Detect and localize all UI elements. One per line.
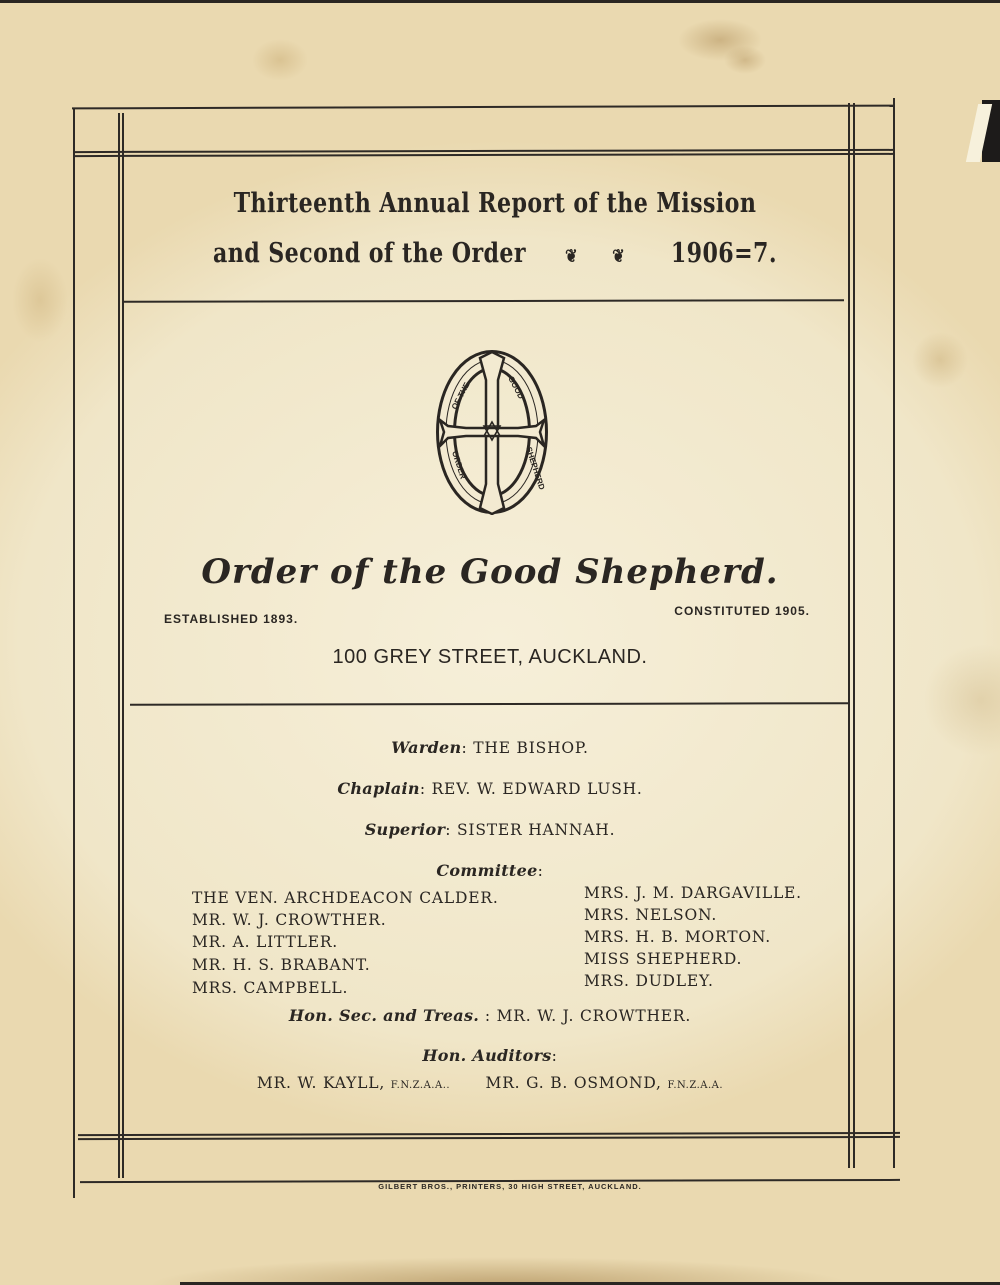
committee-member: MRS. H. B. MORTON. xyxy=(584,928,771,946)
committee-member: MISS SHEPHERD. xyxy=(584,950,743,968)
chaplain-label: Chaplain xyxy=(337,779,420,798)
svg-text:ORDER: ORDER xyxy=(450,449,468,481)
address: 100 GREY STREET, AUCKLAND. xyxy=(332,646,648,668)
border-outer-right xyxy=(893,98,895,1168)
chaplain-value: REV. W. EDWARD LUSH. xyxy=(431,780,643,798)
auditor-qualification: F.N.Z.A.A.. xyxy=(390,1080,451,1091)
scan-edge-top xyxy=(0,0,1000,3)
report-title-line2 xyxy=(212,238,778,269)
border-bottom-double-b xyxy=(78,1136,900,1140)
border-top-double-b xyxy=(75,153,893,157)
auditor-name: MR. G. B. OSMOND, xyxy=(485,1074,662,1092)
fleuron-icon: ❦ xyxy=(612,246,626,267)
committee-member: MR. A. LITTLER. xyxy=(192,933,339,951)
committee-member: MR. W. J. CROWTHER. xyxy=(192,911,387,929)
officer-sec-treas: Hon. Sec. and Treas. : MR. W. J. CROWTHER. xyxy=(288,1006,692,1025)
committee-member: MRS. DUDLEY. xyxy=(584,972,714,990)
committee-member: MRS. NELSON. xyxy=(584,906,718,924)
title-line2-text: and Second of the Order xyxy=(213,238,526,269)
border-inner-left-b xyxy=(122,113,124,1178)
superior-label: Superior xyxy=(364,820,446,839)
warden-label: Warden xyxy=(391,738,462,757)
auditor-name: MR. W. KAYLL, xyxy=(256,1074,386,1092)
auditors-heading: Hon. Auditors: xyxy=(422,1046,558,1065)
border-bottom-double-a xyxy=(78,1132,900,1136)
organization-name: Order of the Good Shepherd. xyxy=(201,552,779,592)
border-outer-left xyxy=(73,108,75,1198)
officer-warden: Warden: THE BISHOP. xyxy=(391,738,589,757)
border-outer-top xyxy=(72,105,894,110)
officer-superior: Superior: SISTER HANNAH. xyxy=(364,820,616,839)
cross-oval-emblem-icon xyxy=(436,350,548,515)
border-top-double-a xyxy=(75,149,893,153)
fleuron-icon: ❦ xyxy=(565,246,578,267)
border-inner-left-a xyxy=(118,113,120,1178)
committee-member: MR. H. S. BRABANT. xyxy=(192,956,371,974)
divider-after-address xyxy=(130,702,848,706)
constituted-date: CONSTITUTED 1905. xyxy=(674,604,810,618)
report-year: 1906=7. xyxy=(670,238,777,269)
committee-member: MRS. J. M. DARGAVILLE. xyxy=(584,884,802,902)
auditor-qualification: F.N.Z.A.A. xyxy=(667,1080,724,1091)
sec-treas-value: MR. W. J. CROWTHER. xyxy=(496,1007,692,1025)
officer-chaplain: Chaplain: REV. W. EDWARD LUSH. xyxy=(337,779,643,798)
printer-imprint: GILBERT BROS., PRINTERS, 30 HIGH STREET, AUCKLAND. xyxy=(378,1182,642,1191)
superior-value: SISTER HANNAH. xyxy=(457,821,616,839)
border-inner-right-a xyxy=(848,103,850,1168)
divider-after-header xyxy=(124,299,844,303)
svg-text:GOOD: GOOD xyxy=(506,374,526,401)
sec-treas-label: Hon. Sec. and Treas. xyxy=(288,1006,480,1025)
svg-text:OF THE: OF THE xyxy=(449,380,472,411)
report-title-line1: Thirteenth Annual Report of the Mission xyxy=(233,188,757,219)
auditors-list xyxy=(150,1074,830,1092)
committee-heading: Committee: xyxy=(436,861,544,880)
border-inner-right-b xyxy=(853,103,855,1168)
committee-member: MRS. CAMPBELL. xyxy=(192,979,349,997)
committee-member: THE VEN. ARCHDEACON CALDER. xyxy=(192,889,499,907)
warden-value: THE BISHOP. xyxy=(473,739,589,757)
established-date: ESTABLISHED 1893. xyxy=(164,612,299,626)
svg-text:SHEPHERD: SHEPHERD xyxy=(524,445,547,491)
